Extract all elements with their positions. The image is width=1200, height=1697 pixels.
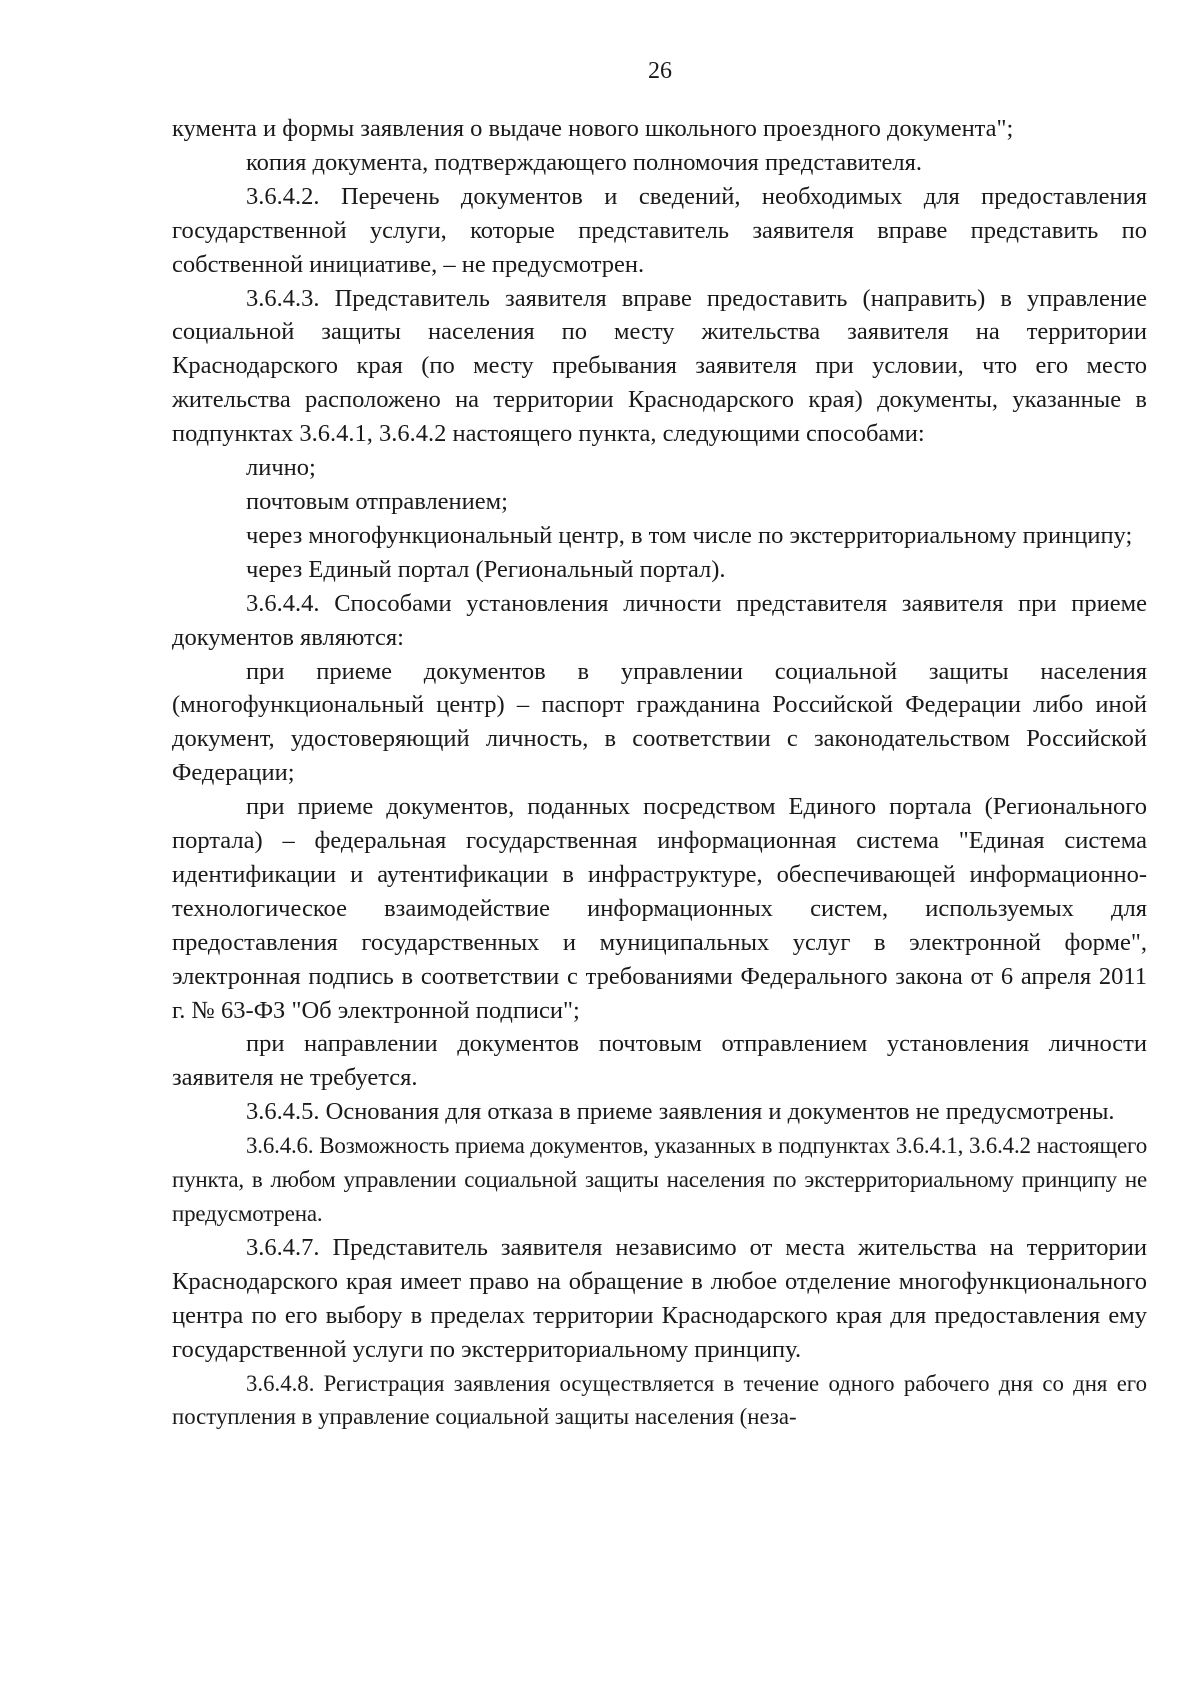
paragraph-3-6-4-4: 3.6.4.4. Способами установления личности представителя заявителя при приеме документов являются: <box>172 589 1147 651</box>
list-item-in-person: лично; <box>246 454 316 482</box>
paragraph-copy-document: копия документа, подтверждающего полномочия представителя. <box>246 148 922 176</box>
paragraph-3-6-4-6: 3.6.4.6. Возможность приема документов, указанных в подпунктах 3.6.4.1, 3.6.4.2 настоящего пункта, в любом управлении социальной защиты населения по экстерриториальному принципу не предусмотрена. <box>172 1133 1147 1226</box>
paragraph-3-6-4-7: 3.6.4.7. Представитель заявителя независимо от места жительства на территории Краснодарского края имеет право на обращение в любое отделение многофункционального центра по его выбору в пределах территории Краснодарского края для предоставления ему государственной услуги по экстерриториальному принципу. <box>172 1233 1147 1363</box>
paragraph-3-6-4-3: 3.6.4.3. Представитель заявителя вправе предоставить (направить) в управление социальной защиты населения по месту жительства заявителя на территории Краснодарского края (по месту пребывания заявителя при условии, что его место жительства расположено на территории Краснодарского края) документы, указанные в подпунктах 3.6.4.1, 3.6.4.2 настоящего пункта, следующими способами: <box>172 284 1147 448</box>
document-body <box>172 112 1147 1434</box>
paragraph-identity-portal: при приеме документов, поданных посредством Единого портала (Регионального портала) – федеральная государственная информационная система "Единая система идентификации и аутентификации в инфраструктуре, обеспечивающей информационно-технологическое взаимодействие информационных систем, используемых для предоставления государственных и муниципальных услуг в электронной форме", электронная подпись в соответствии с требованиями Федерального закона от 6 апреля 2011 г. № 63-ФЗ "Об электронной подписи"; <box>172 793 1147 1024</box>
list-item-mfc: через многофункциональный центр, в том числе по экстерриториальному принципу; <box>246 521 1133 549</box>
paragraph-3-6-4-2: 3.6.4.2. Перечень документов и сведений, необходимых для предоставления государственной услуги, которые представитель заявителя вправе представить по собственной инициативе, – не предусмотрен. <box>172 182 1147 278</box>
page-number: 26 <box>648 58 672 84</box>
list-item-by-mail: почтовым отправлением; <box>246 487 508 515</box>
paragraph-3-6-4-8: 3.6.4.8. Регистрация заявления осуществляется в течение одного рабочего дня со дня его поступления в управление социальной защиты населения (неза- <box>172 1370 1147 1430</box>
paragraph-continuation: кумента и формы заявления о выдаче нового школьного проездного документа"; <box>172 115 1014 142</box>
paragraph-identity-mail: при направлении документов почтовым отправлением установления личности заявителя не требуется. <box>172 1030 1147 1092</box>
paragraph-identity-office: при приеме документов в управлении социальной защиты населения (многофункциональный центр) – паспорт гражданина Российской Федерации либо иной документ, удостоверяющий личность, в соответствии с законодательством Российской Федерации; <box>172 657 1147 787</box>
list-item-portal: через Единый портал (Региональный портал). <box>246 555 726 583</box>
paragraph-3-6-4-5: 3.6.4.5. Основания для отказа в приеме заявления и документов не предусмотрены. <box>246 1098 1115 1126</box>
